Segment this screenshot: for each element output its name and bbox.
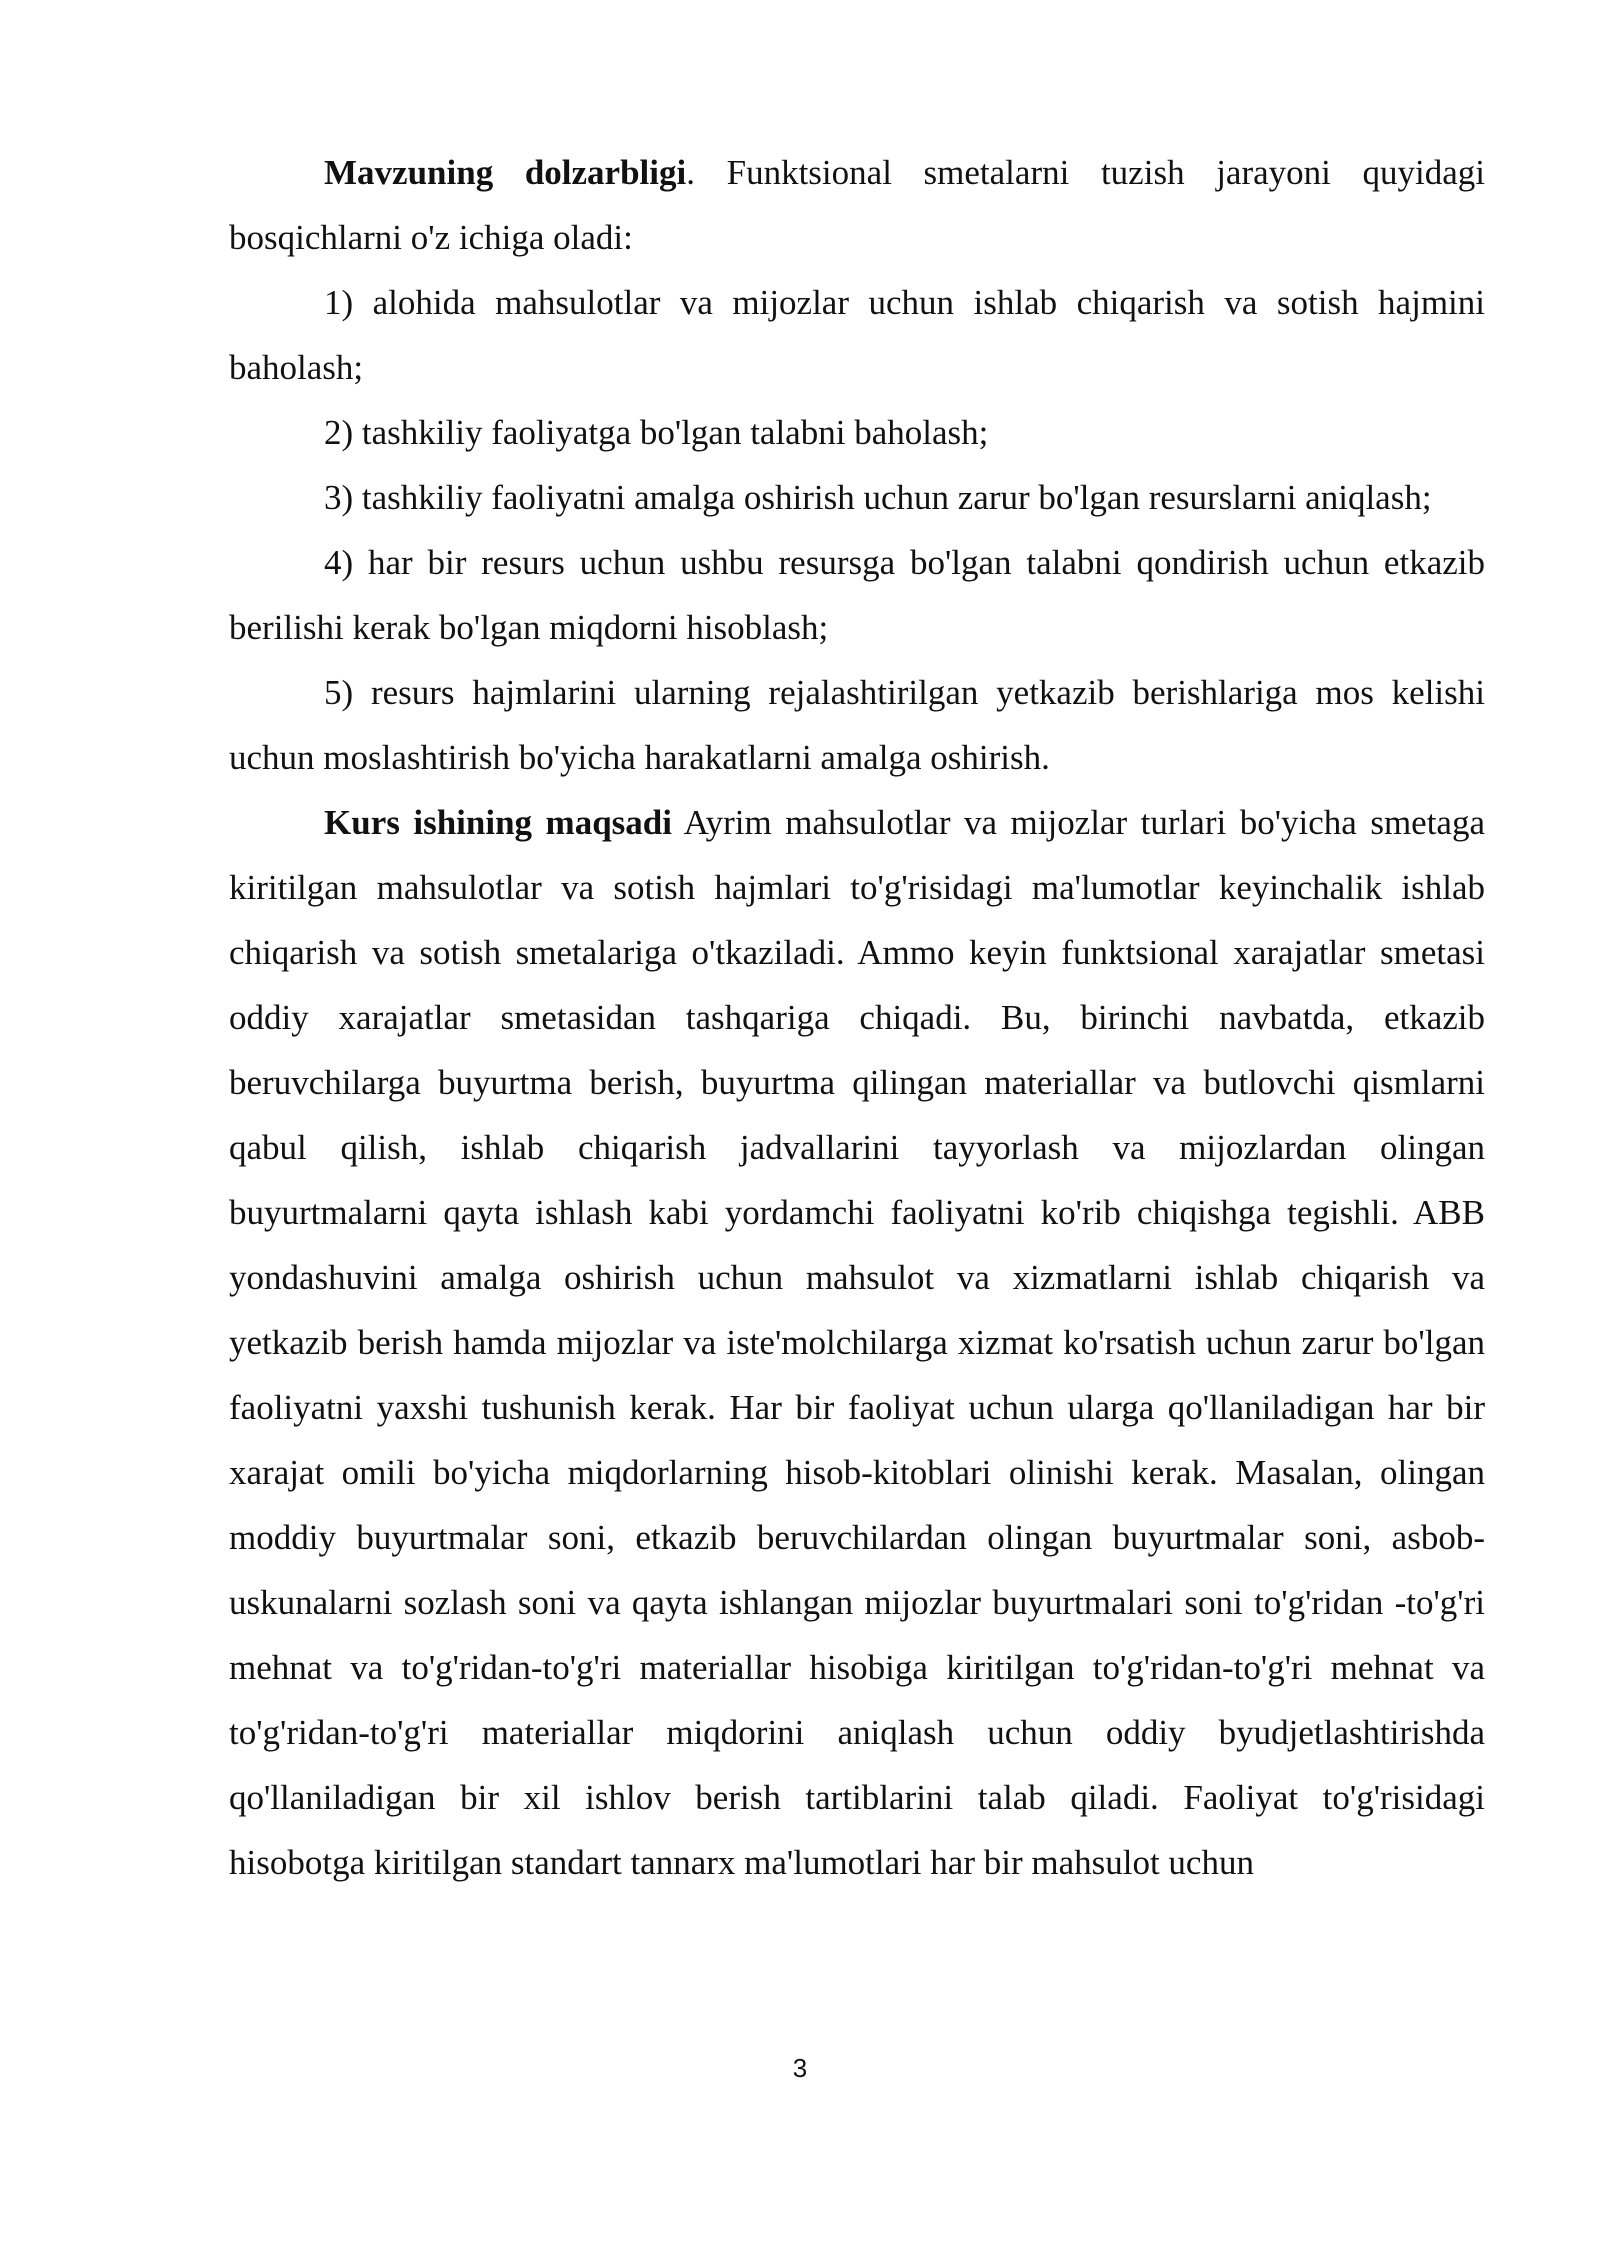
intro-text: . Funktsional smetalarni tuzish jarayoni quyidagi bosqichlarni o'z ichiga oladi: [229,153,1485,257]
list-item: 2) tashkiliy faoliyatga bo'lgan talabni baholash; [324,413,989,452]
goal-paragraph [229,790,1485,1895]
list-item: 3) tashkiliy faoliyatni amalga oshirish uchun zarur bo'lgan resurslarni aniqlash; [324,478,1432,517]
list-item: 1) alohida mahsulotlar va mijozlar uchun ishlab chiqarish va sotish hajmini baholash; [229,283,1485,387]
list-item: 4) har bir resurs uchun ushbu resursga bo'lgan talabni qondirish uchun etkazib berilishi kerak bo'lgan miqdorni hisoblash; [229,543,1485,647]
goal-text: Ayrim mahsulotlar va mijozlar turlari bo'yicha smetaga kiritilgan mahsulotlar va sotish hajmlari to'g'risidagi ma'lumotlar keyinchalik ishlab chiqarish va sotish smetalariga o'tkaziladi. Ammo keyin funktsional xarajatlar smetasi oddiy xarajatlar smetasidan tashqariga chiqadi. Bu, birinchi navbatda, etkazib beruvchilarga buyurtma berish, buyurtma qilingan materiallar va butlovchi qismlarni qabul qilish, ishlab chiqarish jadvallarini tayyorlash va mijozlardan olingan buyurtmalarni qayta ishlash kabi yordamchi faoliyatni ko'rib chiqishga tegishli. ABB yondashuvini amalga oshirish uchun mahsulot va xizmatlarni ishlab chiqarish va yetkazib berish hamda mijozlar va iste'molchilarga xizmat ko'rsatish uchun zarur bo'lgan faoliyatni yaxshi tushunish kerak. Har bir faoliyat uchun ularga qo'llaniladigan har bir xarajat omili bo'yicha miqdorlarning hisob-kitoblari olinishi kerak. Masalan, olingan moddiy buyurtmalar soni, etkazib beruvchilardan olingan buyurtmalar soni, asbob-uskunalarni sozlash soni va qayta ishlangan mijozlar buyurtmalari soni to'g'ridan -to'g'ri mehnat va to'g'ridan-to'g'ri materiallar hisobiga kiritilgan to'g'ridan-to'g'ri mehnat va to'g'ridan-to'g'ri materiallar miqdorini aniqlash uchun oddiy byudjetlashtirishda qo'llaniladigan bir xil ishlov berish tartiblarini talab qiladi. Faoliyat to'g'risidagi hisobotga kiritilgan standart tannarx ma'lumotlari har bir mahsulot uchun [229,803,1485,1882]
intro-paragraph [229,140,1485,270]
goal-heading: Kurs ishining maqsadi [324,803,672,842]
page-body [229,140,1485,1895]
list-item: 5) resurs hajmlarini ularning rejalashtirilgan yetkazib berishlariga mos kelishi uchun moslashtirish bo'yicha harakatlarni amalga oshirish. [229,673,1485,777]
page-number: 3 [792,2053,808,2083]
intro-heading: Mavzuning dolzarbligi [324,153,687,192]
